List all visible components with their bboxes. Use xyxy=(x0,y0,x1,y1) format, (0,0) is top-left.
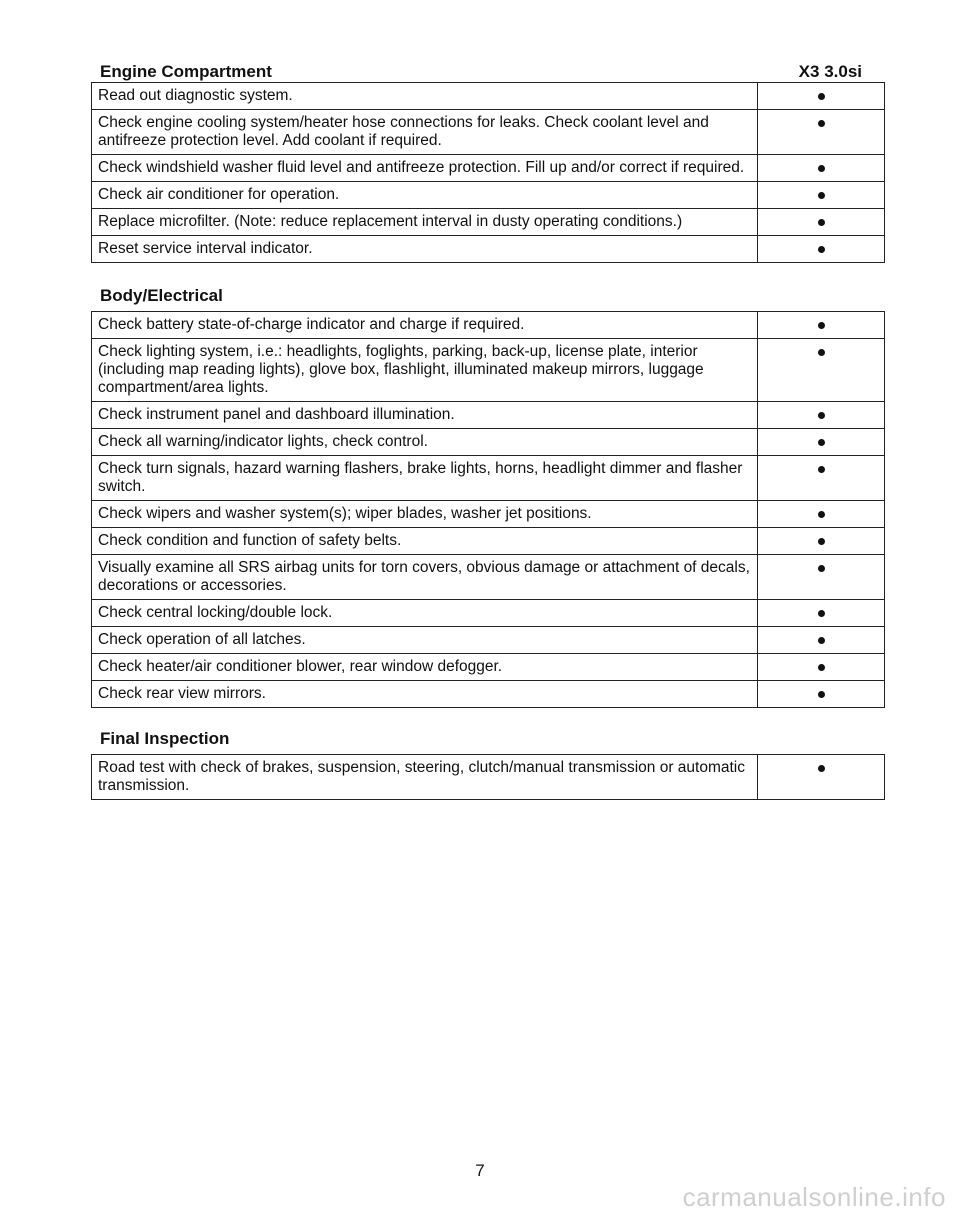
table-row xyxy=(92,501,885,528)
check-cell xyxy=(758,209,885,236)
bullet-icon xyxy=(818,120,825,127)
row-text: Check condition and function of safety belts. xyxy=(92,528,758,555)
document-page xyxy=(91,56,885,800)
check-cell xyxy=(758,110,885,155)
row-text: Visually examine all SRS airbag units for torn covers, obvious damage or attachment of decals, decorations or accessories. xyxy=(92,555,758,600)
bullet-icon xyxy=(818,610,825,617)
header-row xyxy=(91,56,885,82)
check-cell xyxy=(758,456,885,501)
check-cell xyxy=(758,236,885,263)
table-row xyxy=(92,110,885,155)
watermark-text: carmanualsonline.info xyxy=(682,1182,946,1212)
row-text: Check engine cooling system/heater hose connections for leaks. Check coolant level and antifreeze protection level. Add coolant if required. xyxy=(92,110,758,155)
table-row xyxy=(92,155,885,182)
row-text: Check rear view mirrors. xyxy=(92,681,758,708)
bullet-icon xyxy=(818,219,825,226)
table-row xyxy=(92,83,885,110)
table-row xyxy=(92,600,885,627)
row-text: Check operation of all latches. xyxy=(92,627,758,654)
row-text: Check lighting system, i.e.: headlights, foglights, parking, back-up, license plate, interior (including map reading lights), glove box, flashlight, illuminated makeup mirrors, luggage compartment/area lights. xyxy=(92,339,758,402)
bullet-icon xyxy=(818,412,825,419)
check-cell xyxy=(758,654,885,681)
model-label: X3 3.0si xyxy=(798,62,862,81)
engine-section-title: Engine Compartment xyxy=(100,62,272,81)
check-cell xyxy=(758,627,885,654)
table-row xyxy=(92,236,885,263)
bullet-icon xyxy=(818,637,825,644)
check-cell xyxy=(758,501,885,528)
row-text: Check heater/air conditioner blower, rear window defogger. xyxy=(92,654,758,681)
check-cell xyxy=(758,155,885,182)
table-row xyxy=(92,654,885,681)
table-row xyxy=(92,182,885,209)
bullet-icon xyxy=(818,765,825,772)
check-cell xyxy=(758,755,885,800)
final-table xyxy=(91,754,885,800)
final-section-title: Final Inspection xyxy=(100,729,230,748)
table-row xyxy=(92,339,885,402)
row-text: Road test with check of brakes, suspension, steering, clutch/manual transmission or automatic transmission. xyxy=(92,755,758,800)
bullet-icon xyxy=(818,691,825,698)
check-cell xyxy=(758,681,885,708)
table-row xyxy=(92,312,885,339)
table-row xyxy=(92,681,885,708)
table-row xyxy=(92,429,885,456)
table-row xyxy=(92,627,885,654)
check-cell xyxy=(758,83,885,110)
table-row xyxy=(92,755,885,800)
table-row xyxy=(92,456,885,501)
bullet-icon xyxy=(818,466,825,473)
row-text: Check central locking/double lock. xyxy=(92,600,758,627)
engine-table xyxy=(91,82,885,263)
table-row xyxy=(92,528,885,555)
row-text: Reset service interval indicator. xyxy=(92,236,758,263)
row-text: Check wipers and washer system(s); wiper blades, washer jet positions. xyxy=(92,501,758,528)
check-cell xyxy=(758,402,885,429)
table-row xyxy=(92,209,885,236)
body-table xyxy=(91,311,885,708)
bullet-icon xyxy=(818,246,825,253)
check-cell xyxy=(758,528,885,555)
row-text: Replace microfilter. (Note: reduce replacement interval in dusty operating conditions.) xyxy=(92,209,758,236)
bullet-icon xyxy=(818,322,825,329)
page-number: 7 xyxy=(475,1161,485,1180)
table-row xyxy=(92,555,885,600)
bullet-icon xyxy=(818,565,825,572)
body-section-title: Body/Electrical xyxy=(100,286,223,305)
row-text: Check instrument panel and dashboard illumination. xyxy=(92,402,758,429)
bullet-icon xyxy=(818,192,825,199)
row-text: Check turn signals, hazard warning flashers, brake lights, horns, headlight dimmer and flasher switch. xyxy=(92,456,758,501)
row-text: Check all warning/indicator lights, check control. xyxy=(92,429,758,456)
check-cell xyxy=(758,182,885,209)
bullet-icon xyxy=(818,93,825,100)
bullet-icon xyxy=(818,439,825,446)
bullet-icon xyxy=(818,349,825,356)
bullet-icon xyxy=(818,511,825,518)
row-text: Check battery state-of-charge indicator and charge if required. xyxy=(92,312,758,339)
check-cell xyxy=(758,312,885,339)
table-row xyxy=(92,402,885,429)
check-cell xyxy=(758,429,885,456)
row-text: Read out diagnostic system. xyxy=(92,83,758,110)
bullet-icon xyxy=(818,664,825,671)
check-cell xyxy=(758,339,885,402)
bullet-icon xyxy=(818,538,825,545)
row-text: Check air conditioner for operation. xyxy=(92,182,758,209)
check-cell xyxy=(758,600,885,627)
check-cell xyxy=(758,555,885,600)
bullet-icon xyxy=(818,165,825,172)
row-text: Check windshield washer fluid level and antifreeze protection. Fill up and/or correct if required. xyxy=(92,155,758,182)
